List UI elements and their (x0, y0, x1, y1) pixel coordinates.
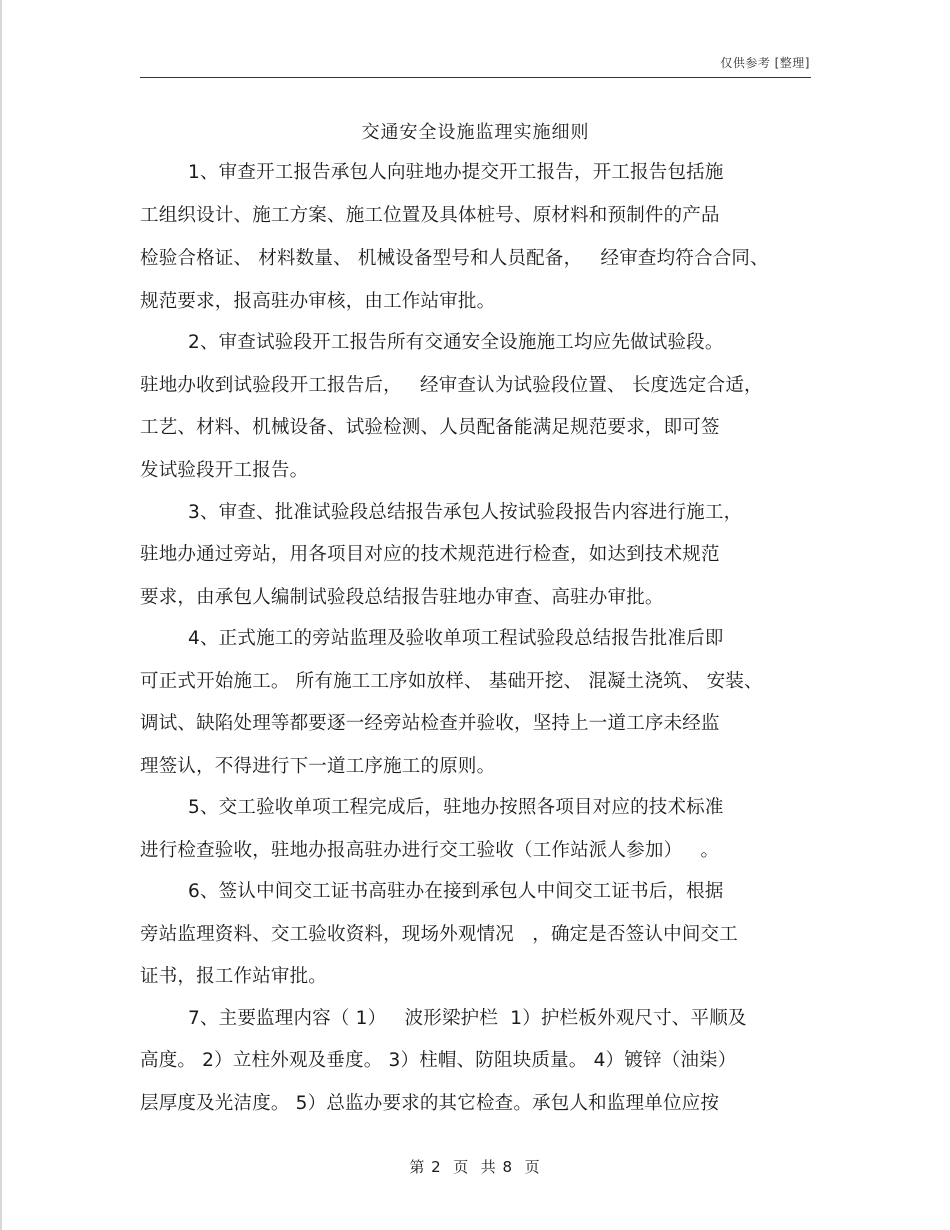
text-line: 1、审查开工报告承包人向驻地办提交开工报告，开工报告包括施 (188, 162, 724, 183)
text-line: 要求，由承包人编制试验段总结报告驻地办审查、高驻办审批。 (140, 587, 664, 608)
text-line: 2、审查试验段开工报告所有交通安全设施施工均应先做试验段。 (188, 332, 724, 353)
text-line: 工艺、材料、机械设备、试验检测、人员配备能满足规范要求，即可签 (140, 417, 720, 438)
text-line: 7、主要监理内容（ 1） 波形梁护栏 1）护栏板外观尺寸、平顺及 (188, 1008, 747, 1029)
text-line: 工组织设计、施工方案、施工位置及具体桩号、原材料和预制件的产品 (140, 205, 720, 226)
text-line: 4、正式施工的旁站监理及验收单项工程试验段总结报告批准后即 (188, 628, 724, 649)
header-divider (140, 77, 811, 78)
text-line: 5、交工验收单项工程完成后，驻地办按照各项目对应的技术标准 (188, 797, 724, 818)
text-line: 高度。 2）立柱外观及垂度。 3）柱帽、防阻块质量。 4）镀锌（油柒） (140, 1050, 737, 1071)
text-line: 可正式开始施工。 所有施工工序如放样、 基础开挖、 混凝土浇筑、 安装、 (140, 671, 763, 692)
text-line: 3、审查、批准试验段总结报告承包人按试验段报告内容进行施工， (188, 502, 743, 523)
text-line: 规范要求，报高驻办审核，由工作站审批。 (140, 291, 496, 312)
document-title: 交通安全设施监理实施细则 (361, 122, 590, 143)
text-line: 驻地办通过旁站，用各项目对应的技术规范进行检查，如达到技术规范 (140, 544, 720, 565)
text-line: 旁站监理资料、交工验收资料，现场外观情况 ，确定是否签认中间交工 (140, 924, 738, 945)
text-line: 6、签认中间交工证书高驻办在接到承包人中间交工证书后，根据 (188, 881, 724, 902)
header-note: 仅供参考 [整理] (720, 56, 810, 70)
text-line: 进行检查验收，驻地办报高驻办进行交工验收（工作站派人参加） 。 (140, 840, 720, 861)
page-edge (0, 0, 2, 1230)
text-line: 驻地办收到试验段开工报告后， 经审查认为试验段位置、 长度选定合适， (140, 375, 763, 396)
text-line: 理签认，不得进行下一道工序施工的原则。 (140, 756, 496, 777)
text-line: 检验合格证、 材料数量、 机械设备型号和人员配备， 经审查均符合合同、 (140, 248, 769, 269)
page-number: 第 2 页 共 8 页 (409, 1158, 541, 1176)
text-line: 证书，报工作站审批。 (140, 966, 328, 987)
text-line: 层厚度及光洁度。 5）总监办要求的其它检查。承包人和监理单位应按 (140, 1093, 720, 1114)
text-line: 发试验段开工报告。 (140, 460, 309, 481)
text-line: 调试、缺陷处理等都要逐一经旁站检查并验收，坚持上一道工序未经监 (140, 713, 720, 734)
